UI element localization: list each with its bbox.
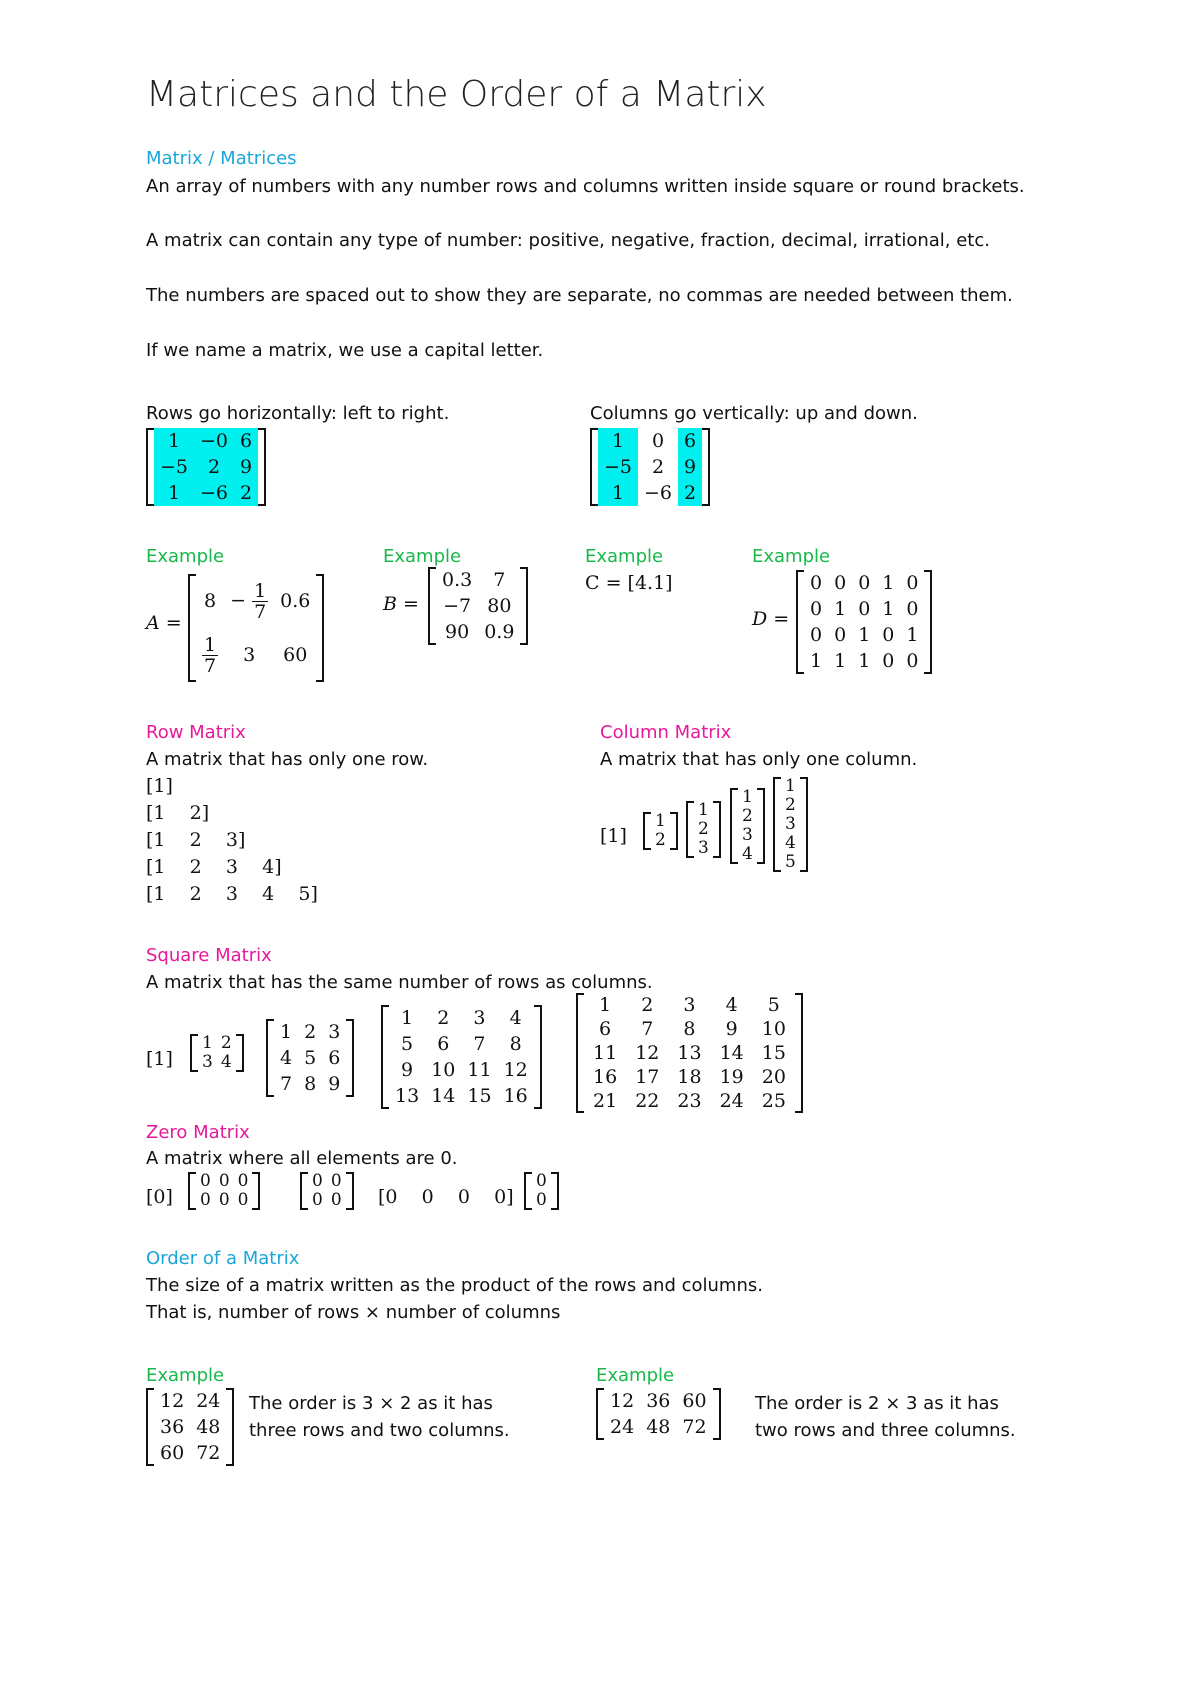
matrix-cell: 0 <box>858 572 871 594</box>
matrix-cell: 24 <box>719 1090 744 1112</box>
matrix-row <box>154 428 258 454</box>
section-heading-square-matrix: Square Matrix <box>146 945 272 966</box>
matrix-cell: 13 <box>395 1085 420 1107</box>
matrix-row <box>651 831 670 850</box>
matrix-cell: 5 <box>401 1033 414 1055</box>
section-heading-order: Order of a Matrix <box>146 1248 300 1269</box>
paragraph: A matrix that has only one column. <box>600 749 918 770</box>
matrix-cell: 3 <box>202 1052 213 1072</box>
paragraph: An array of numbers with any number rows and columns written inside square or round brackets. <box>146 176 1025 197</box>
matrix-cell: 11 <box>467 1059 492 1081</box>
matrix-cell: 0 <box>834 624 847 646</box>
row-matrix-5: [1 2 3 4 5] <box>146 883 318 905</box>
matrix-cell: 1 <box>834 650 847 672</box>
matrix-b-label: B = <box>383 593 419 615</box>
matrix-cell: 0 <box>237 1190 249 1210</box>
matrix-cell: 3 <box>742 825 753 845</box>
paragraph: A matrix where all elements are 0. <box>146 1148 458 1169</box>
matrix-cell: 2 <box>220 1033 232 1053</box>
matrix-cell: 0 <box>218 1190 230 1210</box>
matrix-row <box>532 1191 551 1210</box>
matrix-row <box>436 593 520 619</box>
matrix-cell: 0 <box>651 430 665 452</box>
matrix-cell: −7 <box>443 595 472 617</box>
matrix-cell: 1 <box>834 598 847 620</box>
matrix-cell: 25 <box>761 1090 786 1112</box>
matrix-cell: −5 <box>598 454 638 480</box>
matrix-row <box>604 1388 713 1414</box>
matrix-cell: 60 <box>160 1442 185 1464</box>
matrix-cell: 0 <box>218 1171 230 1191</box>
matrix-cell: 6 <box>234 428 258 454</box>
matrix-cell: 4 <box>725 994 738 1016</box>
matrix-cell: 2 <box>651 456 665 478</box>
matrix-cell: 1 <box>785 776 796 796</box>
matrix-row <box>389 1005 534 1031</box>
matrix-cell: 1 <box>202 1033 213 1053</box>
matrix-cell: 9 <box>725 1018 738 1040</box>
matrix-row <box>584 1017 795 1041</box>
matrix-cell: 2 <box>785 795 796 815</box>
matrix-cell: 72 <box>196 1442 221 1464</box>
matrix-cell: 6 <box>678 428 702 454</box>
matrix-cell: 1 <box>906 624 919 646</box>
matrix-row <box>154 1414 226 1440</box>
matrix-cell: 9 <box>678 454 702 480</box>
matrix-cell: 12 <box>635 1042 660 1064</box>
matrix-row <box>308 1172 346 1191</box>
matrix-row <box>198 1034 236 1053</box>
column-matrix-3 <box>686 801 721 858</box>
matrix-cell: 2 <box>437 1007 450 1029</box>
matrix-row <box>738 788 757 807</box>
matrix-row <box>598 480 702 506</box>
order-example-2-matrix <box>596 1388 721 1440</box>
matrix-cell: 2 <box>678 480 702 506</box>
matrix-cell: 0 <box>312 1190 323 1210</box>
matrix-cell: 0 <box>834 572 847 594</box>
matrix-cell: 6 <box>599 1018 612 1040</box>
matrix-row <box>738 845 757 864</box>
rows-description: Rows go horizontally: left to right. <box>146 403 450 424</box>
matrix-cell: 3 <box>328 1021 341 1043</box>
example-label: Example <box>146 546 225 567</box>
matrix-cell: 4 <box>785 833 796 853</box>
matrix-cell: 0 <box>882 650 895 672</box>
matrix-cell: 0 <box>312 1171 323 1191</box>
matrix-cell: 1 <box>154 428 194 454</box>
matrix-cell: 16 <box>503 1085 528 1107</box>
matrix-cell: 4 <box>220 1052 232 1072</box>
matrix-cell: 36 <box>646 1390 671 1412</box>
matrix-cell: 12 <box>160 1390 185 1412</box>
matrix-cell: 0 <box>200 1171 211 1191</box>
matrix-row <box>532 1172 551 1191</box>
matrix-cell: 9 <box>328 1073 341 1095</box>
matrix-cell: 3 <box>785 814 796 834</box>
matrix-cell: 7 <box>493 569 506 591</box>
matrix-d <box>796 570 932 674</box>
matrix-row <box>781 796 800 815</box>
matrix-cell: 12 <box>610 1390 635 1412</box>
matrix-cell: 2 <box>304 1021 317 1043</box>
square-matrix-4 <box>381 1005 542 1109</box>
matrix-cell: 2 <box>698 819 709 839</box>
matrix-cell: 0.9 <box>484 621 515 643</box>
paragraph: The numbers are spaced out to show they are separate, no commas are needed between them. <box>146 285 1013 306</box>
matrix-cell: 8 <box>683 1018 696 1040</box>
matrix-cell: 21 <box>593 1090 618 1112</box>
matrix-cell: 7 <box>473 1033 486 1055</box>
matrix-cell: 48 <box>196 1416 221 1438</box>
matrix-cell: 19 <box>719 1066 744 1088</box>
matrix-cell: 1 <box>858 624 871 646</box>
matrix-cell: 90 <box>445 621 470 643</box>
zero-matrix-5 <box>524 1172 559 1210</box>
matrix-cell: 5 <box>785 852 796 872</box>
matrix-cell: 5 <box>304 1047 317 1069</box>
matrix-row <box>804 648 924 674</box>
matrix-cell: 17 <box>635 1066 660 1088</box>
matrix-cell: 1 <box>599 994 612 1016</box>
matrix-row <box>694 801 713 820</box>
section-heading-zero-matrix: Zero Matrix <box>146 1122 250 1143</box>
matrix-row <box>598 428 702 454</box>
matrix-cell: 14 <box>719 1042 744 1064</box>
matrix-row <box>584 1041 795 1065</box>
matrix-cell: 24 <box>196 1390 221 1412</box>
matrix-cell: 24 <box>610 1416 635 1438</box>
matrix-cell: 11 <box>593 1042 618 1064</box>
matrix-row <box>738 807 757 826</box>
matrix-d-label: D = <box>752 608 790 630</box>
columns-highlight-matrix <box>590 428 710 506</box>
matrix-cell: 5 <box>767 994 780 1016</box>
example-label: Example <box>752 546 831 567</box>
zero-matrix-4: [0 0 0 0] <box>378 1186 514 1208</box>
matrix-cell: 4 <box>509 1007 522 1029</box>
section-heading-row-matrix: Row Matrix <box>146 722 246 743</box>
matrix-row <box>584 1089 795 1113</box>
zero-matrix-1: [0] <box>146 1186 173 1208</box>
matrix-cell: 3 <box>698 838 709 858</box>
matrix-cell: 8 <box>509 1033 522 1055</box>
matrix-cell: 1 <box>810 650 823 672</box>
row-matrix-4: [1 2 3 4] <box>146 856 282 878</box>
matrix-row <box>436 567 520 593</box>
matrix-cell: 7 <box>280 1073 293 1095</box>
matrix-cell: 60 <box>682 1390 707 1412</box>
row-matrix-3: [1 2 3] <box>146 829 246 851</box>
matrix-cell: −6 <box>194 480 234 506</box>
matrix-cell: 1 <box>401 1007 414 1029</box>
order-example-1-matrix <box>146 1388 234 1466</box>
matrix-cell: 6 <box>437 1033 450 1055</box>
matrix-cell: 80 <box>487 595 512 617</box>
matrix-cell: 1 <box>858 650 871 672</box>
matrix-cell: 2 <box>655 830 666 850</box>
square-matrix-5 <box>576 993 803 1113</box>
matrix-row <box>389 1083 534 1109</box>
matrix-cell: 8 <box>304 1073 317 1095</box>
rows-highlight-matrix <box>146 428 266 506</box>
matrix-cell: 0 <box>906 650 919 672</box>
matrix-row <box>274 1045 346 1071</box>
matrix-cell: 18 <box>677 1066 702 1088</box>
zero-matrix-3 <box>300 1172 354 1210</box>
matrix-row <box>198 1053 236 1072</box>
section-heading-column-matrix: Column Matrix <box>600 722 732 743</box>
matrix-row <box>274 1019 346 1045</box>
matrix-row <box>604 1414 713 1440</box>
matrix-cell: 0 <box>810 572 823 594</box>
matrix-cell: 1 <box>598 428 638 454</box>
matrix-cell: 0 <box>330 1171 342 1191</box>
matrix-row <box>308 1191 346 1210</box>
square-matrix-2 <box>190 1034 244 1072</box>
matrix-cell: 0 <box>536 1171 547 1191</box>
matrix-row <box>804 622 924 648</box>
matrix-cell: 15 <box>761 1042 786 1064</box>
matrix-cell: 20 <box>761 1066 786 1088</box>
matrix-cell: 0 <box>200 1190 211 1210</box>
matrix-cell: 13 <box>677 1042 702 1064</box>
matrix-cell: 9 <box>401 1059 414 1081</box>
page-title: Matrices and the Order of a Matrix <box>146 74 767 115</box>
matrix-row <box>804 596 924 622</box>
matrix-cell: 0 <box>906 598 919 620</box>
matrix-cell: 0.3 <box>442 569 473 591</box>
matrix-row <box>694 839 713 858</box>
row-matrix-1: [1] <box>146 775 173 797</box>
row-matrix-2: [1 2] <box>146 802 210 824</box>
matrix-cell: 2 <box>641 994 654 1016</box>
matrix-cell: 3 <box>473 1007 486 1029</box>
paragraph: A matrix that has the same number of rows as columns. <box>146 972 653 993</box>
matrix-cell: 1 <box>154 480 194 506</box>
matrix-cell: 14 <box>431 1085 456 1107</box>
matrix-c: C = [4.1] <box>585 572 673 594</box>
matrix-cell: −6 <box>644 482 673 504</box>
matrix-row <box>584 993 795 1017</box>
matrix-row <box>781 815 800 834</box>
zero-matrix-2 <box>188 1172 260 1210</box>
matrix-cell: 36 <box>160 1416 185 1438</box>
paragraph: A matrix can contain any type of number: positive, negative, fraction, decimal, irrational, etc. <box>146 230 990 251</box>
matrix-row <box>154 1440 226 1466</box>
example-label: Example <box>146 1365 225 1386</box>
matrix-cell: 2 <box>234 480 258 506</box>
matrix-cell: 1 <box>698 800 709 820</box>
matrix-cell: 2 <box>742 806 753 826</box>
matrix-cell: −5 <box>154 454 194 480</box>
example-label: Example <box>596 1365 675 1386</box>
matrix-cell: 0 <box>810 598 823 620</box>
matrix-row <box>274 1071 346 1097</box>
matrix-cell: 0 <box>536 1190 547 1210</box>
matrix-b <box>428 567 528 645</box>
example-label: Example <box>383 546 462 567</box>
matrix-cell: 10 <box>761 1018 786 1040</box>
matrix-row <box>196 1172 252 1191</box>
matrix-cell: 48 <box>646 1416 671 1438</box>
matrix-cell: 1 <box>598 480 638 506</box>
matrix-cell: 15 <box>467 1085 492 1107</box>
matrix-row <box>436 619 520 645</box>
column-matrix-5 <box>773 777 808 872</box>
matrix-row <box>781 777 800 796</box>
matrix-cell: 22 <box>635 1090 660 1112</box>
matrix-cell: 0 <box>330 1190 342 1210</box>
matrix-cell: 6 <box>328 1047 341 1069</box>
matrix-row <box>584 1065 795 1089</box>
matrix-cell: 12 <box>503 1059 528 1081</box>
matrix-row <box>154 480 258 506</box>
matrix-cell: −0 <box>194 428 234 454</box>
section-heading-matrix: Matrix / Matrices <box>146 148 297 169</box>
order-example-1-text: three rows and two columns. <box>249 1420 510 1441</box>
matrix-cell: 1 <box>655 811 666 831</box>
matrix-cell: 1 <box>882 572 895 594</box>
paragraph: If we name a matrix, we use a capital letter. <box>146 340 544 361</box>
matrix-cell: 0 <box>810 624 823 646</box>
column-matrix-1: [1] <box>600 825 627 847</box>
matrix-row <box>389 1057 534 1083</box>
matrix-cell: 4 <box>742 844 753 864</box>
paragraph: That is, number of rows × number of columns <box>146 1302 561 1323</box>
matrix-cell: 72 <box>682 1416 707 1438</box>
matrix-row <box>154 1388 226 1414</box>
column-matrix-2 <box>643 812 678 850</box>
matrix-row <box>781 853 800 872</box>
matrix-cell: 1 <box>742 787 753 807</box>
matrix-cell: 0 <box>906 572 919 594</box>
matrix-row <box>781 834 800 853</box>
matrix-row <box>651 812 670 831</box>
example-label: Example <box>585 546 664 567</box>
matrix-cell: 23 <box>677 1090 702 1112</box>
matrix-cell: 9 <box>234 454 258 480</box>
matrix-cell: 7 <box>641 1018 654 1040</box>
square-matrix-3 <box>266 1019 354 1097</box>
matrix-cell: 2 <box>194 454 234 480</box>
order-example-1-text: The order is 3 × 2 as it has <box>249 1393 493 1414</box>
matrix-a-label: A = <box>146 612 182 634</box>
order-example-2-text: The order is 2 × 3 as it has <box>755 1393 999 1414</box>
square-matrix-1: [1] <box>146 1048 173 1070</box>
order-example-2-text: two rows and three columns. <box>755 1420 1016 1441</box>
matrix-cell: 1 <box>882 598 895 620</box>
paragraph: A matrix that has only one row. <box>146 749 429 770</box>
matrix-cell: 4 <box>280 1047 293 1069</box>
columns-description: Columns go vertically: up and down. <box>590 403 918 424</box>
matrix-cell: 3 <box>683 994 696 1016</box>
matrix-cell: 0 <box>237 1171 249 1191</box>
matrix-row <box>196 1191 252 1210</box>
matrix-cell: 10 <box>431 1059 456 1081</box>
matrix-row <box>598 454 702 480</box>
matrix-row <box>389 1031 534 1057</box>
matrix-row <box>804 570 924 596</box>
matrix-cell: 0 <box>882 624 895 646</box>
matrix-a: 8 − $\frac{1}{7}$ 0.6 $\frac{1}{7}$ 3 60 <box>188 574 324 682</box>
matrix-cell: 1 <box>280 1021 293 1043</box>
matrix-row <box>154 454 258 480</box>
matrix-row <box>694 820 713 839</box>
matrix-cell: 0 <box>858 598 871 620</box>
matrix-row <box>738 826 757 845</box>
paragraph: The size of a matrix written as the product of the rows and columns. <box>146 1275 763 1296</box>
column-matrix-4 <box>730 788 765 864</box>
matrix-cell: 16 <box>593 1066 618 1088</box>
